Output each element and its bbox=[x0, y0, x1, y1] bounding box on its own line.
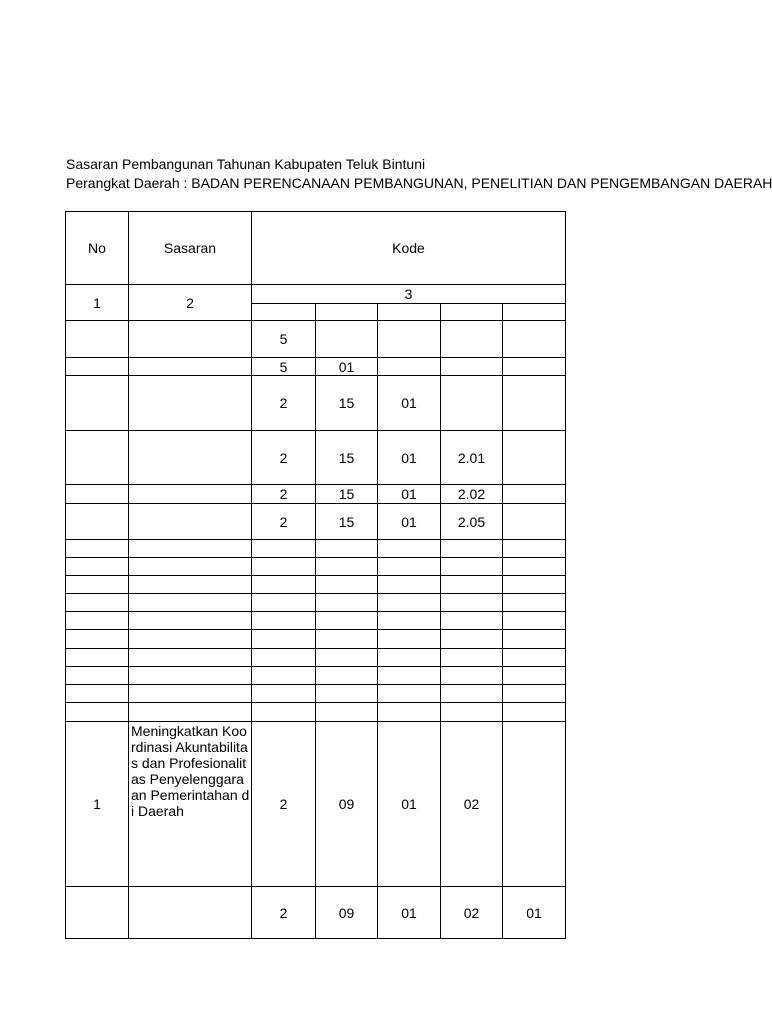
cell-kode-1 bbox=[252, 558, 316, 576]
table-row bbox=[66, 594, 566, 612]
cell-kode-2 bbox=[316, 612, 378, 630]
cell-sasaran bbox=[129, 612, 252, 630]
cell-sasaran bbox=[129, 887, 252, 939]
cell-sasaran bbox=[129, 321, 252, 358]
cell-kode-1 bbox=[252, 685, 316, 703]
cell-kode-4: 2.02 bbox=[441, 485, 503, 504]
cell-kode-1 bbox=[252, 667, 316, 685]
cell-kode-5 bbox=[503, 667, 566, 685]
cell-kode-2 bbox=[316, 594, 378, 612]
cell-no bbox=[66, 887, 129, 939]
cell-kode-5 bbox=[503, 722, 566, 887]
cell-sasaran bbox=[129, 540, 252, 558]
cell-sasaran bbox=[129, 685, 252, 703]
cell-kode-3: 01 bbox=[378, 431, 441, 485]
header-kode: Kode bbox=[252, 212, 566, 285]
cell-kode-1 bbox=[252, 703, 316, 722]
cell-kode-3 bbox=[378, 630, 441, 649]
cell-kode-2: 01 bbox=[316, 358, 378, 376]
cell-kode-4 bbox=[441, 576, 503, 594]
cell-kode-2 bbox=[316, 630, 378, 649]
cell-kode-2: 15 bbox=[316, 376, 378, 431]
cell-kode-4 bbox=[441, 685, 503, 703]
cell-no bbox=[66, 612, 129, 630]
table-row bbox=[66, 321, 566, 358]
table-row bbox=[66, 667, 566, 685]
cell-sasaran bbox=[129, 558, 252, 576]
cell-kode-1: 2 bbox=[252, 485, 316, 504]
cell-kode-4 bbox=[441, 540, 503, 558]
table-row bbox=[66, 576, 566, 594]
cell-kode-1: 2 bbox=[252, 431, 316, 485]
cell-no bbox=[66, 630, 129, 649]
document-title: Sasaran Pembangunan Tahunan Kabupaten Teluk Bintuni bbox=[66, 156, 426, 172]
cell-no bbox=[66, 376, 129, 431]
cell-kode-2 bbox=[316, 703, 378, 722]
cell-kode-1 bbox=[252, 540, 316, 558]
cell-no bbox=[66, 576, 129, 594]
cell-kode-1 bbox=[252, 594, 316, 612]
cell-kode-5 bbox=[503, 558, 566, 576]
colnum-kode-5 bbox=[503, 304, 566, 321]
cell-kode-2 bbox=[316, 540, 378, 558]
cell-kode-4: 2.05 bbox=[441, 504, 503, 540]
colnum-kode-1 bbox=[252, 304, 316, 321]
header-row bbox=[66, 212, 566, 285]
cell-kode-4 bbox=[441, 376, 503, 431]
cell-kode-3 bbox=[378, 594, 441, 612]
table-row bbox=[66, 376, 566, 431]
cell-kode-5 bbox=[503, 376, 566, 431]
header-no: No bbox=[66, 212, 129, 285]
header-sasaran: Sasaran bbox=[129, 212, 252, 285]
cell-kode-4 bbox=[441, 703, 503, 722]
cell-kode-4 bbox=[441, 630, 503, 649]
cell-kode-3 bbox=[378, 667, 441, 685]
cell-sasaran bbox=[129, 594, 252, 612]
cell-kode-3: 01 bbox=[378, 485, 441, 504]
cell-kode-5 bbox=[503, 612, 566, 630]
cell-kode-5 bbox=[503, 630, 566, 649]
cell-no bbox=[66, 321, 129, 358]
column-number-row bbox=[66, 285, 566, 304]
cell-sasaran bbox=[129, 703, 252, 722]
colnum-kode-4 bbox=[441, 304, 503, 321]
cell-kode-4 bbox=[441, 321, 503, 358]
cell-kode-3: 01 bbox=[378, 376, 441, 431]
cell-kode-3: 01 bbox=[378, 887, 441, 939]
cell-sasaran bbox=[129, 358, 252, 376]
cell-kode-1 bbox=[252, 630, 316, 649]
sasaran-table bbox=[65, 211, 566, 939]
cell-sasaran bbox=[129, 485, 252, 504]
cell-kode-3 bbox=[378, 321, 441, 358]
cell-kode-4: 02 bbox=[441, 722, 503, 887]
cell-kode-2: 09 bbox=[316, 887, 378, 939]
cell-no bbox=[66, 504, 129, 540]
cell-kode-4 bbox=[441, 612, 503, 630]
cell-kode-1: 2 bbox=[252, 376, 316, 431]
cell-kode-5 bbox=[503, 703, 566, 722]
cell-kode-1 bbox=[252, 576, 316, 594]
table-row bbox=[66, 722, 566, 887]
colnum-no: 1 bbox=[66, 285, 129, 321]
table-row bbox=[66, 431, 566, 485]
cell-kode-4 bbox=[441, 558, 503, 576]
cell-no bbox=[66, 358, 129, 376]
cell-kode-1: 2 bbox=[252, 887, 316, 939]
cell-kode-4: 2.01 bbox=[441, 431, 503, 485]
cell-kode-1: 2 bbox=[252, 722, 316, 887]
cell-kode-1: 5 bbox=[252, 358, 316, 376]
table-row bbox=[66, 358, 566, 376]
cell-sasaran bbox=[129, 649, 252, 667]
cell-kode-2 bbox=[316, 558, 378, 576]
cell-no bbox=[66, 431, 129, 485]
colnum-kode-3 bbox=[378, 304, 441, 321]
cell-kode-4 bbox=[441, 594, 503, 612]
cell-kode-3 bbox=[378, 576, 441, 594]
table-row bbox=[66, 887, 566, 939]
colnum-kode-2 bbox=[316, 304, 378, 321]
cell-kode-4 bbox=[441, 358, 503, 376]
cell-kode-5 bbox=[503, 321, 566, 358]
cell-kode-2: 15 bbox=[316, 431, 378, 485]
cell-kode-2 bbox=[316, 667, 378, 685]
cell-kode-2 bbox=[316, 321, 378, 358]
table-row bbox=[66, 630, 566, 649]
cell-kode-5: 01 bbox=[503, 887, 566, 939]
cell-kode-1: 5 bbox=[252, 321, 316, 358]
cell-kode-3 bbox=[378, 612, 441, 630]
cell-kode-1 bbox=[252, 649, 316, 667]
cell-no bbox=[66, 703, 129, 722]
cell-kode-1 bbox=[252, 612, 316, 630]
colnum-sasaran: 2 bbox=[129, 285, 252, 321]
cell-no bbox=[66, 558, 129, 576]
cell-kode-5 bbox=[503, 594, 566, 612]
cell-kode-3: 01 bbox=[378, 504, 441, 540]
cell-no: 1 bbox=[66, 722, 129, 887]
cell-kode-4 bbox=[441, 667, 503, 685]
cell-sasaran bbox=[129, 504, 252, 540]
cell-sasaran bbox=[129, 576, 252, 594]
cell-kode-2: 15 bbox=[316, 485, 378, 504]
cell-kode-3 bbox=[378, 558, 441, 576]
cell-kode-2: 09 bbox=[316, 722, 378, 887]
cell-kode-5 bbox=[503, 431, 566, 485]
cell-kode-5 bbox=[503, 358, 566, 376]
cell-sasaran: Meningkatkan Koordinasi Akuntabilitas dan Profesionalitas Penyelenggaraan Pemerintahan di Daerah bbox=[129, 722, 252, 887]
cell-kode-2 bbox=[316, 576, 378, 594]
cell-kode-2 bbox=[316, 649, 378, 667]
cell-kode-2: 15 bbox=[316, 504, 378, 540]
cell-no bbox=[66, 485, 129, 504]
table-row bbox=[66, 612, 566, 630]
cell-kode-4 bbox=[441, 649, 503, 667]
cell-kode-5 bbox=[503, 685, 566, 703]
cell-sasaran bbox=[129, 630, 252, 649]
cell-kode-5 bbox=[503, 576, 566, 594]
cell-kode-3 bbox=[378, 540, 441, 558]
cell-sasaran bbox=[129, 431, 252, 485]
perangkat-daerah-line: Perangkat Daerah : BADAN PERENCANAAN PEMBANGUNAN, PENELITIAN DAN PENGEMBANGAN DAERAH bbox=[66, 175, 772, 191]
cell-kode-3 bbox=[378, 685, 441, 703]
cell-no bbox=[66, 685, 129, 703]
table-row bbox=[66, 558, 566, 576]
cell-kode-2 bbox=[316, 685, 378, 703]
table-row bbox=[66, 703, 566, 722]
cell-kode-3 bbox=[378, 703, 441, 722]
cell-kode-4: 02 bbox=[441, 887, 503, 939]
cell-kode-5 bbox=[503, 485, 566, 504]
table-row bbox=[66, 504, 566, 540]
colnum-kode: 3 bbox=[252, 285, 566, 304]
cell-no bbox=[66, 667, 129, 685]
cell-kode-3 bbox=[378, 649, 441, 667]
table-row bbox=[66, 649, 566, 667]
table-row bbox=[66, 485, 566, 504]
cell-no bbox=[66, 649, 129, 667]
cell-kode-5 bbox=[503, 504, 566, 540]
cell-sasaran bbox=[129, 376, 252, 431]
cell-kode-5 bbox=[503, 540, 566, 558]
cell-kode-3 bbox=[378, 358, 441, 376]
cell-no bbox=[66, 594, 129, 612]
table-row bbox=[66, 685, 566, 703]
cell-sasaran bbox=[129, 667, 252, 685]
cell-kode-5 bbox=[503, 649, 566, 667]
cell-kode-3: 01 bbox=[378, 722, 441, 887]
cell-no bbox=[66, 540, 129, 558]
table-row bbox=[66, 540, 566, 558]
cell-kode-1: 2 bbox=[252, 504, 316, 540]
